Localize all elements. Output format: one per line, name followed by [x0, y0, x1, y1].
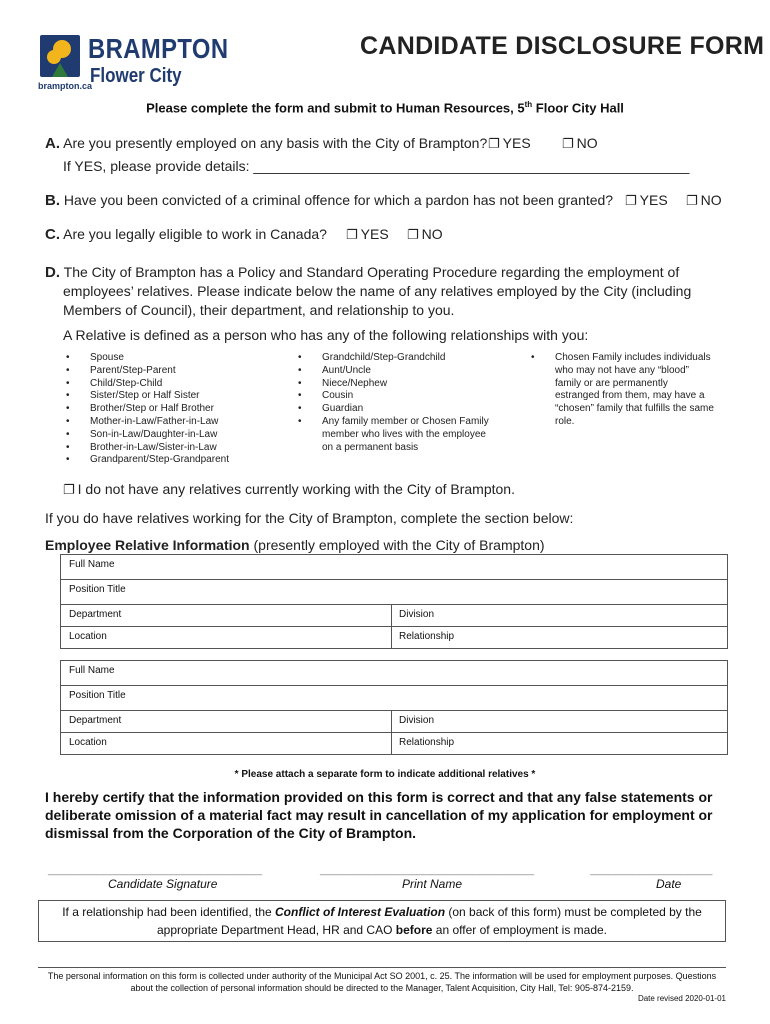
relation-item: • Parent/Step-Parent [66, 364, 176, 376]
position-title-field[interactable]: Position Title [61, 580, 727, 605]
relation-item: • Brother/Step or Half Brother [66, 403, 214, 415]
relation-item: • Grandchild/Step-Grandchild [298, 352, 446, 363]
bullet-icon: • [531, 352, 535, 363]
no-relatives-option[interactable]: ❐ I do not have any relatives currently working with the City of Brampton. [63, 481, 515, 498]
department-division-row[interactable]: Department Division [61, 711, 727, 733]
relation-item: • Sister/Step or Half Sister [66, 390, 200, 402]
relation-item: • Cousin [298, 390, 354, 402]
form-title: CANDIDATE DISCLOSURE FORM [360, 32, 765, 60]
question-d: D. The City of Brampton has a Policy and Standard Operating Procedure regarding the employment of employees’ relatives. Please indicate below the name of any relatives employed by the City (including Members of Council), their department, and relationship to you. [45, 264, 692, 318]
question-a-details[interactable]: If YES, please provide details: ________________________________________________________ [63, 158, 690, 174]
checkbox-icon[interactable]: ❐ [625, 194, 637, 209]
question-c-no[interactable]: ❐ NO [407, 226, 443, 243]
bullet-icon: • [66, 428, 70, 440]
bullet-icon: • [298, 364, 302, 376]
brampton-logo [38, 33, 229, 93]
footer-divider [38, 967, 726, 968]
question-a: A. Are you presently employed on any basis with the City of Brampton? [45, 135, 488, 152]
checkbox-icon[interactable]: ❐ [686, 194, 698, 209]
bullet-icon: • [66, 390, 70, 402]
relation-item: • Any family member or Chosen Family member who lives with the employee on a permanent basis [298, 415, 489, 453]
bullet-icon: • [66, 377, 70, 389]
location-relationship-row[interactable]: Location Relationship [61, 733, 727, 754]
certification-statement: I hereby certify that the information provided on this form is correct and that any false statements or deliberate omission of a material fact may result in cancellation of my application for employment or dismissal from the Corporation of the City of Brampton. [45, 789, 713, 841]
bullet-icon: • [66, 352, 70, 363]
relations-list-3 [531, 352, 715, 429]
date-label: Date [656, 877, 682, 891]
section-title: Employee Relative Information (presently employed with the City of Brampton) [45, 537, 545, 553]
relations-list-2 [298, 352, 497, 454]
bullet-icon: • [298, 377, 302, 389]
full-name-field[interactable]: Full Name [61, 661, 727, 686]
logo-url: brampton.ca [38, 81, 93, 91]
bullet-icon: • [298, 352, 302, 363]
relation-item: • Child/Step-Child [66, 377, 163, 389]
relation-item: • Aunt/Uncle [298, 364, 371, 376]
checkbox-icon[interactable]: ❐ [346, 228, 358, 243]
question-a-yes[interactable]: ❐ YES [488, 135, 531, 152]
question-b-no[interactable]: ❐ NO [686, 192, 722, 209]
checkbox-icon[interactable]: ❐ [488, 137, 500, 152]
relation-item: • Mother-in-Law/Father-in-Law [66, 415, 219, 427]
if-relatives-instruction: If you do have relatives working for the City of Brampton, complete the section below: [45, 510, 574, 526]
bullet-icon: • [66, 441, 70, 453]
checkbox-icon[interactable]: ❐ [63, 483, 75, 498]
candidate-signature-line[interactable]: ___________________________________ [48, 864, 263, 876]
attach-note: * Please attach a separate form to indicate additional relatives * [234, 769, 536, 780]
relation-item: • Guardian [298, 403, 364, 415]
conflict-of-interest-notice: If a relationship had been identified, the Conflict of Interest Evaluation (on back of this form) must be completed by the appropriate Department Head, HR and CAO before an offer of employment is made. [38, 900, 726, 942]
candidate-signature-label: Candidate Signature [108, 877, 218, 891]
relative-block-2 [60, 660, 728, 755]
bullet-icon: • [298, 390, 302, 402]
relation-item: • Son-in-Law/Daughter-in-Law [66, 428, 218, 440]
date-revised: Date revised 2020-01-01 [637, 994, 726, 1003]
bullet-icon: • [298, 403, 302, 415]
bullet-icon: • [66, 454, 70, 466]
relations-list-1 [66, 352, 290, 467]
relation-item: • Spouse [66, 352, 124, 363]
date-line[interactable]: ____________________ [590, 864, 713, 876]
question-c: C. Are you legally eligible to work in Canada? [45, 226, 327, 243]
question-a-no[interactable]: ❐ NO [562, 135, 598, 152]
question-b-yes[interactable]: ❐ YES [625, 192, 668, 209]
department-division-row[interactable]: Department Division [61, 605, 727, 627]
relation-item: • Brother-in-Law/Sister-in-Law [66, 441, 217, 453]
full-name-field[interactable]: Full Name [61, 555, 727, 580]
print-name-line[interactable]: ___________________________________ [320, 864, 535, 876]
location-relationship-row[interactable]: Location Relationship [61, 627, 727, 648]
checkbox-icon[interactable]: ❐ [562, 137, 574, 152]
print-name-label: Print Name [402, 877, 463, 891]
logo-word-flower-city: Flower City [90, 65, 182, 87]
bullet-icon: • [66, 364, 70, 376]
checkbox-icon[interactable]: ❐ [407, 228, 419, 243]
relation-item: • Chosen Family includes individuals who may not have any “blood” family or are permanently estranged from them, may have a “chosen” family that fulfills the same role. [531, 352, 714, 427]
relative-definition: A Relative is defined as a person who has any of the following relationships with you: [63, 327, 589, 343]
question-c-yes[interactable]: ❐ YES [346, 226, 389, 243]
logo-word-brampton: BRAMPTON [88, 33, 229, 64]
bullet-icon: • [298, 415, 302, 427]
position-title-field[interactable]: Position Title [61, 686, 727, 711]
bullet-icon: • [66, 403, 70, 415]
relative-block-1 [60, 554, 728, 649]
form-subtitle: Please complete the form and submit to Human Resources, 5th Floor City Hall [146, 100, 624, 116]
bullet-icon: • [66, 415, 70, 427]
question-b: B. Have you been convicted of a criminal offence for which a pardon has not been granted? [45, 192, 614, 209]
privacy-footer: The personal information on this form is collected under authority of the Municipal Act SO 2001, c. 25. The information will be used for employment purposes. Questions about the collection of personal information should be directed to the Manager, Talent Acquisition, City Hall, Tel: 905-874-2159. [47, 971, 717, 993]
flower-icon [38, 33, 82, 79]
relation-item: • Niece/Nephew [298, 377, 388, 389]
relation-item: • Grandparent/Step-Grandparent [66, 454, 229, 466]
